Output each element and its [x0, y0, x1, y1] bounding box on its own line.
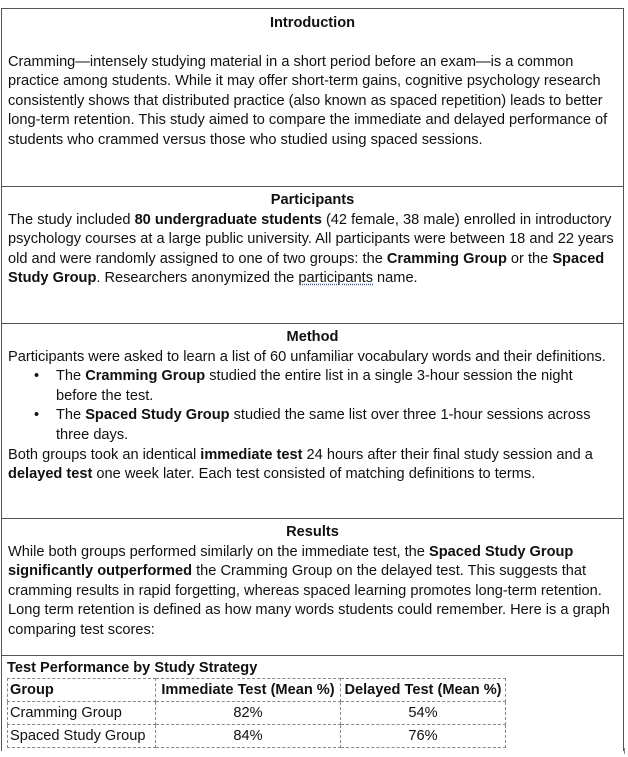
table-header-cell: Group	[8, 679, 156, 702]
document-frame	[1, 8, 624, 751]
list-item: • The Cramming Group studied the entire list in a single 3-hour session the night before the test.	[56, 367, 617, 406]
table-cell: Spaced Study Group	[8, 725, 156, 748]
page-corner-mark	[624, 748, 625, 754]
section-divider	[2, 323, 623, 324]
table-header-cell: Delayed Test (Mean %)	[341, 679, 506, 702]
section-divider	[2, 518, 623, 519]
method-heading: Method	[286, 329, 339, 345]
results-section	[2, 523, 623, 641]
section-divider	[2, 186, 623, 187]
table-header-cell: Immediate Test (Mean %)	[156, 679, 341, 702]
table-row	[8, 725, 506, 748]
table-caption: Test Performance by Study Strategy	[7, 660, 258, 676]
table-cell: Cramming Group	[8, 702, 156, 725]
list-item: • The Spaced Study Group studied the same list over three 1-hour sessions across three days.	[56, 406, 617, 445]
method-text: Both groups took an identical immediate test 24 hours after their final study session and a delayed test one week later. Each test consisted of matching definitions to terms.	[8, 446, 593, 483]
section-divider	[2, 655, 623, 656]
results-heading: Results	[286, 524, 339, 540]
table-cell: 82%	[156, 702, 341, 725]
method-intro: Participants were asked to learn a list of 60 unfamiliar vocabulary words and their definitions.	[8, 348, 606, 365]
table-cell: 76%	[341, 725, 506, 748]
introduction-section	[2, 14, 623, 151]
table-cell: 84%	[156, 725, 341, 748]
participants-text: The study included 80 undergraduate students (42 female, 38 male) enrolled in introductory psychology courses at a large public university. All participants were between 18 and 22 years old and were randomly assigned to one of two groups: the Cramming Group or the Spaced Study Group. Researchers anonymized the participants name.	[8, 211, 614, 287]
participants-heading: Participants	[270, 192, 355, 208]
performance-table	[7, 678, 506, 748]
table-row	[8, 702, 506, 725]
method-list	[8, 367, 617, 445]
introduction-text: Cramming—intensely studying material in a short period before an exam—is a common practice among students. While it may offer short-term gains, cognitive psychology research consistently shows that distributed practice (also known as spaced repetition) leads to better long-term retention. This study aimed to compare the immediate and delayed performance of students who crammed versus those who studied using spaced sessions.	[8, 53, 608, 148]
table-cell: 54%	[341, 702, 506, 725]
introduction-heading: Introduction	[269, 15, 356, 31]
results-text: While both groups performed similarly on the immediate test, the Spaced Study Group significantly outperformed the Cramming Group on the delayed test. This suggests that cramming results in rapid forgetting, whereas spaced learning promotes long-term retention. Long term retention is defined as how many words students could remember. Here is a graph comparing test scores:	[8, 543, 610, 638]
method-section	[2, 328, 623, 485]
table-header-row	[8, 679, 506, 702]
flagged-word: participants	[298, 270, 373, 287]
participants-section	[2, 191, 623, 289]
